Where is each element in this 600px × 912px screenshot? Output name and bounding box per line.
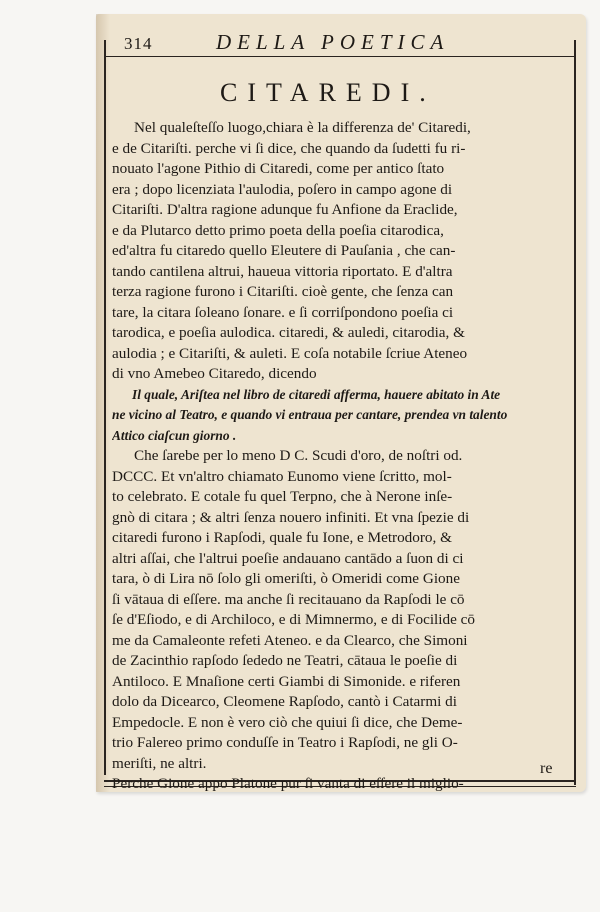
- text-line: DCCC. Et vn'altro chiamato Eunomo viene ſcritto, mol-: [112, 467, 452, 485]
- text-line: ed'altra fu citaredo quello Eleutere di Pauſania , che can-: [112, 242, 456, 259]
- text-line: gnò di citara ; & altri ſenza nouero infiniti. Et vna ſpezie di: [112, 508, 470, 526]
- page-border-right: [574, 40, 576, 785]
- text-line: dolo da Dicearco, Cleomene Rapſodo, cantò i Catarmi di: [112, 693, 457, 710]
- running-head: DELLA POETICA: [216, 30, 450, 54]
- text-line: to celebrato. E cotale fu quel Terpno, che à Nerone inſe-: [112, 488, 453, 505]
- header-rule: [104, 56, 576, 57]
- citation-line: Attico ciaſcun giorno .: [112, 427, 237, 443]
- page-number: 314: [124, 34, 153, 53]
- text-line: ſe d'Eſiodo, e di Archiloco, e di Mimnermo, e di Focilide cō: [112, 611, 475, 628]
- text-line: di vno Amebeo Citaredo, dicendo: [112, 365, 317, 382]
- text-line: trio Falereo primo conduſſe in Teatro i Rapſodi, ne gli O-: [112, 734, 458, 751]
- text-line: tarodica, e poeſia aulodica. citaredi, & auledi, citarodia, &: [112, 324, 465, 341]
- text-line: me da Camaleonte refeti Ateneo. e da Clearco, che Simoni: [112, 631, 468, 649]
- text-line: altri aſſai, che l'altrui poeſie andauano cantādo a ſuon di ci: [112, 549, 464, 567]
- text-line: Citariſti. D'altra ragione adunque fu Anfione da Eraclide,: [112, 201, 458, 218]
- text-line: de Zacinthio rapſodo ſededo ne Teatri, cātaua le poeſie di: [112, 652, 458, 669]
- text-line: Che ſarebe per lo meno D C. Scudi d'oro, de noſtri od.: [134, 447, 463, 464]
- catchword: re: [540, 760, 553, 777]
- citation-line: Il quale, Ariſtea nel libro de citaredi afferma, hauere abitato in Ate: [132, 386, 501, 402]
- text-line: citaredi furono i Rapſodi, quale fu Ione, e Metrodoro, &: [112, 529, 452, 546]
- text-line: Empedocle. E non è vero ciò che quiui ſi dice, che Deme-: [112, 713, 463, 731]
- text-line: meriſti, ne altri.: [112, 754, 207, 772]
- text-line: tare, la citara ſoleano ſonare. e ſi corriſpondono poeſia ci: [112, 303, 454, 321]
- text-line: nouato l'agone Pithio di Citaredi, come per antico ſtato: [112, 160, 445, 177]
- body-text: [112, 118, 572, 795]
- text-line: Nel qualeſteſſo luogo,chiara è la differenza de' Citaredi,: [134, 119, 471, 136]
- text-line: terza ragione furono i Citariſti. cioè gente, che ſenza can: [112, 283, 454, 300]
- text-line: e de Citariſti. perche vi ſi dice, che quando da ſudetti fu ri-: [112, 139, 466, 157]
- page-border-left: [104, 40, 106, 775]
- text-line: era ; dopo licenziata l'aulodia, poſero in campo agone di: [112, 180, 453, 198]
- text-line: e da Plutarco detto primo poeta della poeſia citarodica,: [112, 221, 444, 239]
- text-line: tando cantilena altrui, haueua vittoria riportato. E d'altra: [112, 262, 453, 280]
- text-line: Antiloco. E Mnaſione certi Giambi di Simonide. e riferen: [112, 672, 461, 690]
- chapter-title: CITAREDI.: [220, 78, 436, 107]
- citation-line: ne vicino al Teatro, e quando vi entraua per cantare, prendea vn talento: [112, 407, 508, 422]
- text-line: aulodia ; e Citariſti, & auleti. E coſa notabile ſcriue Ateneo: [112, 344, 468, 362]
- text-line: tara, ò di Lira nō ſolo gli omeriſti, ò Omeridi come Gione: [112, 570, 460, 587]
- text-line: Perche Gione appo Platone pur ſi vanta di eſſere il miglio-: [112, 775, 464, 792]
- text-line: ſi vātaua di eſſere. ma anche ſi recitauano da Rapſodi le cō: [112, 590, 465, 608]
